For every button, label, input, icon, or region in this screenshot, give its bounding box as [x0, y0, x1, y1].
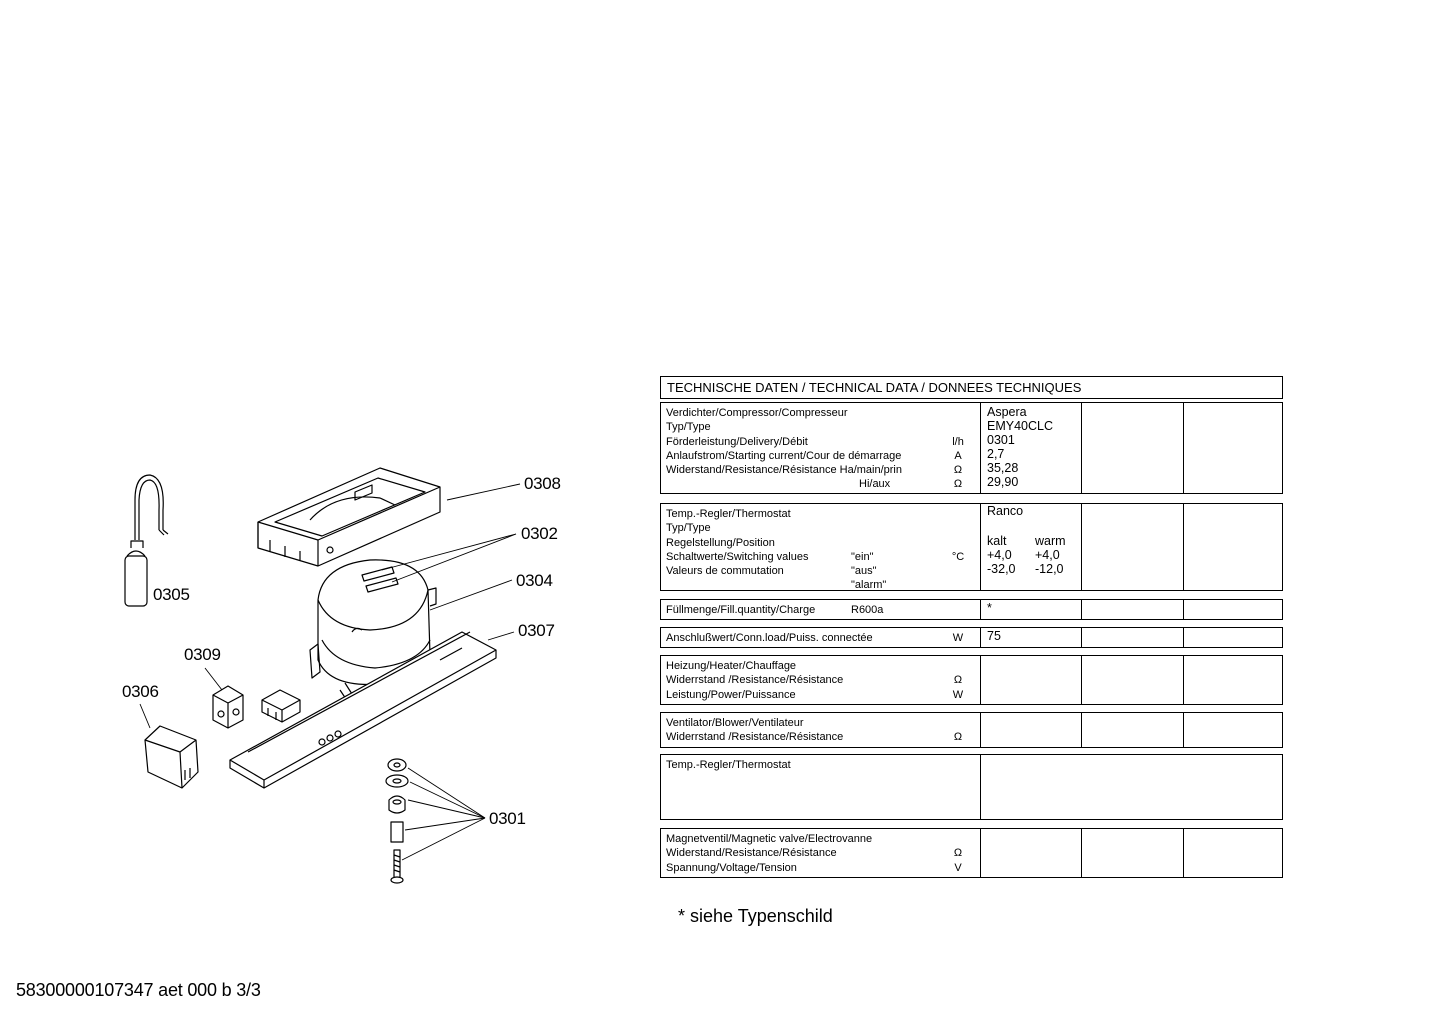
callout-0304: 0304 [516, 571, 553, 590]
value: Aspera [987, 405, 1027, 419]
value: Ranco [987, 504, 1024, 518]
col-warm: warm [1035, 534, 1066, 548]
label: Typ/Type [666, 522, 711, 535]
label-hi-aux: Hi/aux [859, 478, 891, 491]
callout-0305: 0305 [153, 585, 190, 604]
value: +4,0 [987, 548, 1012, 562]
callout-0307: 0307 [518, 621, 555, 640]
refrigerant: R600a [851, 604, 884, 616]
unit: Ω [953, 464, 963, 477]
part-mounting-kit [386, 759, 408, 883]
value: +4,0 [1035, 548, 1060, 562]
section-magnetic-valve [660, 828, 1283, 878]
callout-0306: 0306 [122, 682, 159, 701]
label: Temp.-Regler/Thermostat [666, 508, 791, 520]
label: Leistung/Power/Puissance [666, 688, 796, 701]
label: Spannung/Voltage/Tension [666, 861, 797, 874]
unit: l/h [952, 435, 964, 448]
label: Füllmenge/Fill.quantity/Charge [666, 604, 816, 616]
label: Widerrstand /Resistance/Résistance [666, 674, 844, 687]
label: Heizung/Heater/Chauffage [666, 660, 797, 672]
label: Förderleistung/Delivery/Débit [666, 435, 808, 448]
footnote-star: * [678, 906, 686, 926]
callout-0309: 0309 [184, 645, 221, 664]
part-connector [262, 690, 300, 722]
footnote-text: siehe Typenschild [685, 906, 833, 926]
label: Schaltwerte/Switching values [666, 550, 809, 563]
section-thermostat-2 [660, 754, 1283, 820]
part-cover-tray [258, 468, 440, 566]
label: Temp.-Regler/Thermostat [666, 759, 791, 771]
label: Anlaufstrom/Starting current/Cour de démarrage [666, 449, 902, 462]
footnote [678, 906, 833, 927]
mode-label: "ein" [851, 550, 874, 563]
value: 29,90 [987, 475, 1019, 489]
callout-0302: 0302 [521, 524, 558, 543]
label: Magnetventil/Magnetic valve/Electrovanne [666, 833, 873, 845]
document-id: 58300000107347 aet 000 b 3/3 [16, 980, 261, 1000]
callout-0308: 0308 [524, 474, 561, 493]
section-compressor [660, 402, 1283, 494]
label: Widerstand/Resistance/Résistance Ha/main/prin [666, 464, 902, 477]
label: Widerstand/Resistance/Résistance [666, 847, 837, 860]
section-heater [660, 655, 1283, 705]
unit: Ω [953, 674, 963, 687]
unit: A [954, 449, 962, 462]
label: Ventilator/Blower/Ventilateur [666, 717, 804, 729]
mode-label: "alarm" [851, 579, 887, 592]
unit: Ω [953, 847, 963, 860]
label: Valeurs de commutation [666, 565, 784, 578]
label: Regelstellung/Position [666, 536, 775, 549]
value: 75 [987, 629, 1001, 643]
label: Anschlußwert/Conn.load/Puiss. connectée [666, 632, 873, 644]
unit: V [954, 861, 962, 874]
value: 2,7 [987, 447, 1005, 461]
section-charge [660, 599, 1283, 620]
value: -12,0 [1035, 562, 1064, 576]
col-kalt: kalt [987, 534, 1007, 548]
part-relay [213, 686, 243, 728]
value: 35,28 [987, 461, 1019, 475]
value: -32,0 [987, 562, 1016, 576]
part-protection-cap [145, 726, 198, 788]
mode-label: "aus" [851, 565, 877, 578]
section-thermostat [660, 503, 1283, 591]
label: Typ/Type [666, 421, 711, 434]
label: Widerrstand /Resistance/Résistance [666, 731, 844, 744]
unit: °C [951, 550, 965, 563]
unit: W [952, 688, 964, 701]
unit: Ω [953, 478, 963, 491]
unit: Ω [953, 731, 963, 744]
unit: W [952, 632, 964, 644]
value: * [987, 601, 992, 615]
value: 0301 [987, 433, 1015, 447]
value: EMY40CLC [987, 419, 1053, 433]
exploded-view-drawing [0, 0, 640, 1019]
tech-table-title: TECHNISCHE DATEN / TECHNICAL DATA / DONNEES TECHNIQUES [660, 376, 1283, 399]
label: Verdichter/Compressor/Compresseur [666, 407, 848, 419]
section-connection [660, 627, 1283, 648]
section-blower [660, 712, 1283, 748]
callout-0301: 0301 [489, 809, 526, 828]
